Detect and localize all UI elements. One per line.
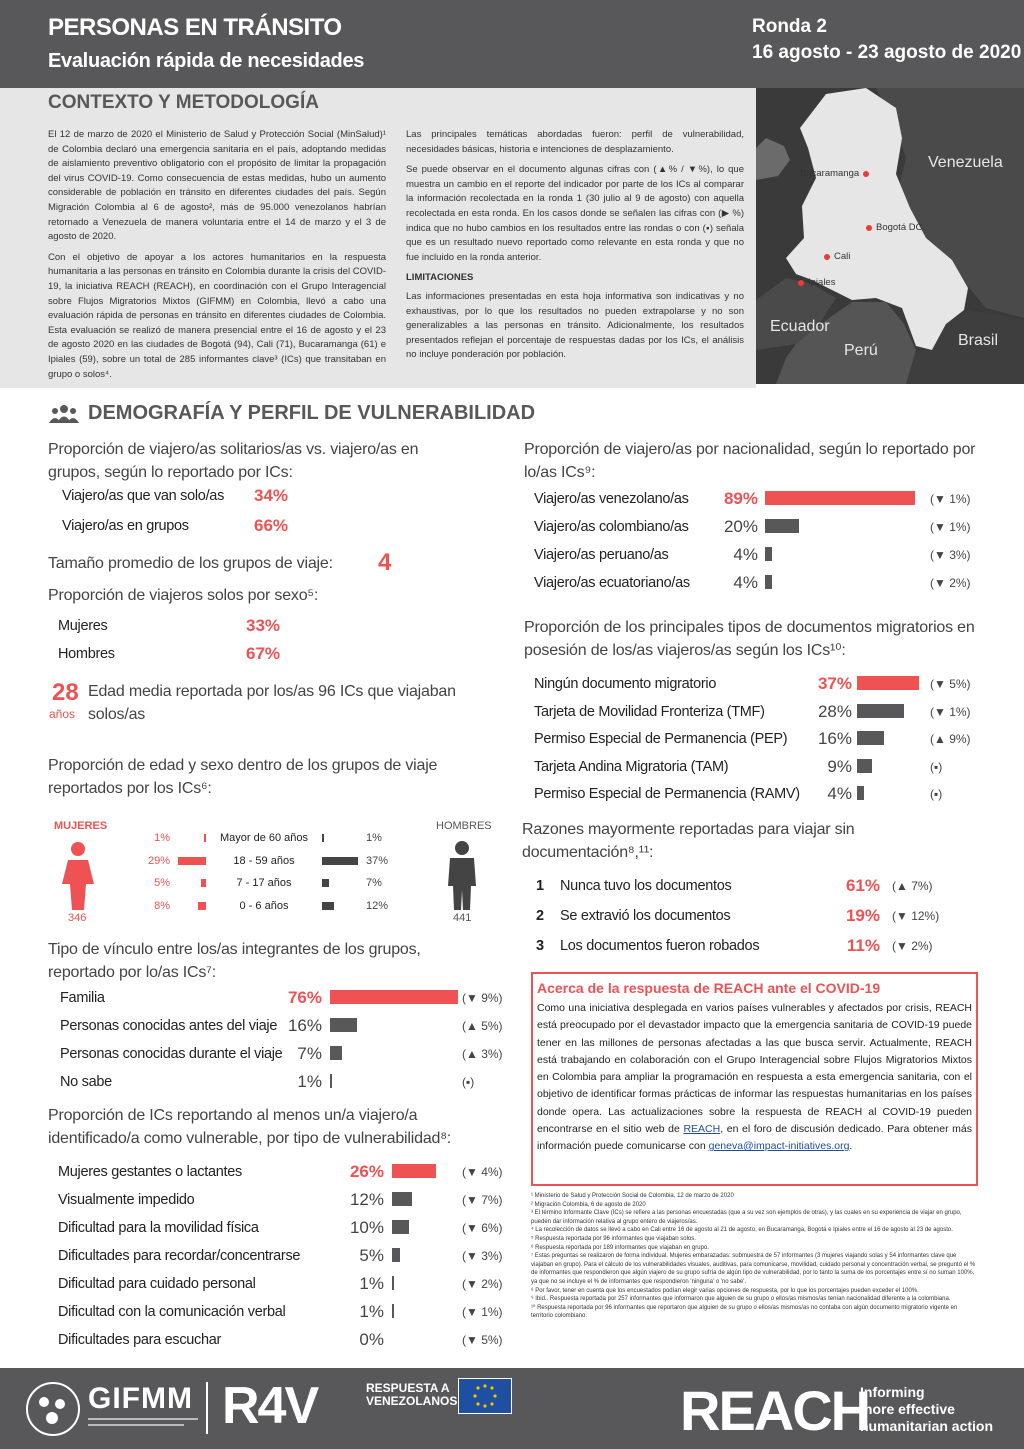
row-change: (▲ 3%) [462, 1047, 503, 1061]
row-label: Dificultades para recordar/concentrarse [58, 1248, 301, 1264]
pyramid-question: Proporción de edad y sexo dentro de los grupos de viaje reportados por los ICs⁶: [48, 757, 438, 797]
pyramid-women-value: 29% [147, 854, 170, 867]
city-marker [866, 225, 872, 231]
row-label: Personas conocidas antes del viaje [60, 1018, 278, 1034]
eu-flag-icon [458, 1378, 512, 1414]
row-bar [857, 704, 904, 718]
row-value: 12% [349, 1190, 384, 1209]
pyramid-women-bar [204, 834, 206, 842]
row-bar [330, 1018, 357, 1032]
row-value: 76% [287, 988, 322, 1007]
age-text: Edad media reportada por los/as 96 ICs que viajaban solos/as [88, 683, 456, 723]
pyramid-men-bar [322, 902, 334, 910]
section-heading [48, 402, 535, 425]
reach-box-body: Como una iniciativa desplegada en varios países vulnerables y afectados por crisis, REACH está preocupado por el devastador impacto que la emergencia sanitaria de COVID-19 puede tener en las millones de personas afectadas a las que busca servir. Actualmente, REACH está trabajando en colaboración con el Grupo Interagencial sobre Flujos Migratorios Mixtos en Colombia para ampliar la programación en respuesta a esta emergencia sanitaria, con el objetivo de identificar formas prácticas de informar las respuestas humanitarias en los países donde opera. Las actualizaciones sobre la respuesta de REACH al COVID-19 pueden encontrarse en el sitio web de [537, 1002, 972, 1136]
row-label: Visualmente impedido [58, 1192, 195, 1208]
document-question: Proporción de los principales tipos de documentos migratorios en posesión de los/as viajeros/as según los ICs¹⁰: [524, 619, 975, 659]
row-change: (▼ 1%) [930, 492, 971, 506]
footnote: ¹ Ministerio de Salud y Protección Social de Colombia, 12 de marzo de 2020 [531, 1193, 734, 1199]
sex-label: Hombres [58, 646, 115, 662]
context-paragraph: Con el objetivo de apoyar a los actores humanitarios en la respuesta humanitaria a las personas en tránsito en Colombia durante la crisis del COVID-19, la iniciativa REACH (REACH), en coordinación con el Grupo Interagencial sobre Flujos Migratorios Mixtos (GIFMM) en Colombia, llevó a cabo una evaluación rápida de personas en tránsito en diferentes ciudades de Colombia. Esta evaluación se realizó de manera presencial entre el 16 de agosto y el 23 de agosto 2020 en las ciudades de Bogotá (94), Cali (71), Bucaramanga (61) e Ipiales (59), sobre un total de 285 informantes clave³ (ICs) que transitaban en grupo o solos⁴. [48, 251, 386, 380]
reach-link[interactable]: REACH [683, 1123, 721, 1136]
row-bar [392, 1248, 400, 1262]
colombia-map [756, 88, 1024, 384]
row-bar [392, 1220, 409, 1234]
section-heading-text: DEMOGRAFÍA Y PERFIL DE VULNERABILIDAD [88, 402, 536, 424]
row-change: (▼ 5%) [462, 1333, 503, 1347]
city-label: Cali [834, 251, 851, 262]
solo-label: Viajero/as en grupos [62, 518, 189, 534]
men-total: 441 [453, 912, 472, 924]
reach-logo: REACH [680, 1379, 870, 1442]
reason-change: (▲ 7%) [892, 879, 933, 893]
map-country-label: Brasil [958, 332, 999, 349]
age-value: 28 [52, 679, 79, 706]
tagline-line: humanitarian action [860, 1418, 994, 1434]
row-change: (▼ 3%) [930, 548, 971, 562]
row-label: Viajero/as venezolano/as [534, 491, 689, 507]
r4v-text-line: RESPUESTA A [366, 1381, 450, 1395]
row-value: 1% [359, 1274, 384, 1293]
row-label: Dificultad con la comunicación verbal [58, 1304, 286, 1320]
row-change: (▼ 2%) [462, 1277, 503, 1291]
reason-number: 1 [536, 878, 544, 894]
row-label: Permiso Especial de Permanencia (RAMV) [534, 786, 800, 802]
tagline-line: more effective [860, 1401, 955, 1417]
email-link[interactable]: geneva@impact-initiatives.org [708, 1140, 850, 1153]
footnote: ⁸ Por favor, tener en cuenta que los encuestados podían elegir varias opciones de respuesta, por lo que los porcentajes pueden exceder el 100%. [531, 1287, 919, 1294]
footnote: ⁵ Respuesta reportada por 96 informantes que viajaban solos. [531, 1235, 696, 1242]
row-bar [392, 1304, 394, 1318]
row-change: (▼ 2%) [930, 576, 971, 590]
row-bar [765, 491, 915, 505]
row-label: Personas conocidas durante el viaje [60, 1046, 283, 1062]
reason-label: Nunca tuvo los documentos [560, 878, 732, 894]
tagline-line: Informing [860, 1384, 925, 1400]
reason-change: (▼ 12%) [892, 909, 940, 923]
row-label: Ningún documento migratorio [534, 676, 717, 692]
sex-question: Proporción de viajeros solos por sexo⁵: [48, 587, 319, 604]
group-size-label: Tamaño promedio de los grupos de viaje: [48, 555, 333, 572]
row-value: 4% [733, 573, 758, 592]
pyramid-age-label: 18 - 59 años [233, 854, 295, 867]
map-city-bucaramanga [800, 168, 869, 179]
row-label: Permiso Especial de Permanencia (PEP) [534, 731, 788, 747]
row-bar [765, 519, 799, 533]
row-change: (▪) [930, 787, 943, 801]
pyramid-women-bar [201, 879, 206, 887]
row-change: (▼ 1%) [930, 704, 971, 719]
pyramid-age-label: 0 - 6 años [239, 899, 289, 912]
reason-label: Los documentos fueron robados [560, 938, 760, 954]
row-label: Tarjeta Andina Migratoria (TAM) [534, 758, 729, 775]
row-bar [857, 786, 864, 800]
round-label: Ronda 2 [752, 16, 827, 37]
reach-tagline [860, 1384, 993, 1435]
page-footer [0, 1368, 1024, 1449]
limitations-title: LIMITACIONES [406, 272, 474, 284]
reach-covid-box [531, 972, 978, 1186]
row-value: 7% [297, 1044, 322, 1063]
map-country-label: Perú [844, 342, 878, 359]
map-city-ipiales [798, 277, 835, 288]
pyramid-men-bar [322, 857, 358, 865]
context-paragraph: El 12 de marzo de 2020 el Ministerio de Salud y Protección Social (MinSalud)¹ de Colombia declaró una emergencia sanitaria en el país, adoptando medidas de aislamiento preventivo obligatorio con el propósito de limitar la propagación del virus COVID-19. Como consecuencia de estas medidas, hubo un aumento considerable de población en tránsito en diferentes ciudades del país. Según Migración Colombia al 6 de agosto², más de 95.000 venezolanos habrían retornado a Venezuela de manera voluntaria entre el 14 de marzo y el 3 de agosto de 2020. [48, 129, 386, 243]
gifmm-logo: GIFMM [88, 1382, 193, 1415]
footnote: ¹⁰ Respuesta reportada por 96 informantes que reportaron que alguien de su grupo o ellos/as mismos/as no contaba con algún documento migratorio vigente en territorio colombiano. [531, 1304, 958, 1320]
row-change: (▪) [462, 1075, 475, 1089]
footer-divider [206, 1382, 208, 1434]
pyramid-women-bar [178, 857, 206, 865]
pyramid-women-bar [198, 902, 206, 910]
gifmm-line [88, 1424, 184, 1426]
footnote: ⁴ La recolección de datos se llevó a cabo en Cali entre 16 de agosto al 21 de agosto, en Bucaramanga, Bogotá e Ipiales entre el 16 de agosto al 23 de agosto. [531, 1227, 953, 1234]
row-value: 89% [723, 489, 758, 508]
row-value: 10% [349, 1218, 384, 1237]
pyramid-men-bar [322, 834, 324, 842]
reason-value: 19% [845, 906, 880, 925]
row-value: 16% [287, 1016, 322, 1035]
row-change: (▪) [930, 759, 943, 774]
context-paragraph: Se puede observar en el documento algunas cifras con (▲% / ▼%), lo que muestra un cambio en el reporte del indicador por parte de los ICs al comparar la información recolectada en la ronda 1 (30 julio al 9 de agosto) con aquella recolectada en esta ronda. En los casos donde se señalen las cifras con (▶ %) indica que no hubo cambios en los resultados entre las rondas o con (▪) señala que es un resultado nuevo reportado como relevante en esta ronda y que no fue incluido en la ronda anterior. [406, 164, 744, 263]
page-title: PERSONAS EN TRÁNSITO [48, 14, 342, 41]
row-bar [392, 1192, 412, 1206]
people-icon [48, 404, 80, 424]
context-paragraph: Las informaciones presentadas en esta hoja informativa son indicativas y no exhaustivas, por lo que los resultados no pueden extrapolarse y no son generalizables a las personas en tránsito. Adicionalmente, los resultados presentados reflejan el porcentaje de respuestas dadas por los ICs, el análisis no incluye ponderación por población. [406, 290, 744, 361]
pyramid-men-value: 7% [366, 877, 382, 889]
row-bar [765, 575, 772, 589]
row-change: (▲ 9%) [930, 732, 971, 746]
context-paragraph: Las principales temáticas abordadas fueron: perfil de vulnerabilidad, necesidades básicas, historia e intenciones de desplazamiento. [406, 129, 744, 155]
row-bar [857, 676, 919, 690]
solo-label: Viajero/as que van solo/as [62, 488, 225, 504]
context-column-2 [406, 128, 744, 369]
row-label: Dificultades para escuchar [58, 1332, 222, 1348]
row-value: 1% [359, 1302, 384, 1321]
reach-box-title: Acerca de la respuesta de REACH ante el COVID-19 [537, 980, 881, 996]
row-value: 1% [297, 1072, 322, 1091]
row-change: (▼ 6%) [462, 1221, 503, 1235]
age-unit: años [49, 707, 76, 721]
row-change: (▼ 1%) [462, 1305, 503, 1319]
pyramid-age-label: Mayor de 60 años [219, 832, 309, 844]
city-marker [824, 254, 830, 260]
city-marker [798, 280, 804, 286]
solo-value: 66% [254, 516, 289, 535]
footnote: ⁹ Ibid.. Respuesta reportada por 257 informantes que informaron que alguien de su grupo o ellos/as mismos/as tenían nacionalidad diferente a la colombiana. [531, 1296, 951, 1303]
footnote: ⁶ Respuesta reportada por 189 informantes que viajaban en grupo. [531, 1244, 709, 1251]
row-change: (▼ 5%) [930, 677, 971, 691]
row-change: (▼ 3%) [462, 1249, 503, 1263]
row-label: Familia [60, 990, 105, 1006]
eu-stars-icon [459, 1379, 511, 1413]
sex-value: 33% [246, 616, 281, 635]
row-value: 26% [349, 1162, 384, 1181]
pyramid-age-label: 7 - 17 años [236, 877, 292, 889]
row-bar [857, 731, 884, 745]
woman-icon [58, 840, 98, 910]
pyramid-men-bar [322, 879, 329, 887]
context-heading: CONTEXTO Y METODOLOGÍA [48, 92, 319, 113]
footnote: ² Migración Colombia, 6 de agosto de 2020 [531, 1201, 646, 1208]
row-change: (▼ 7%) [462, 1193, 503, 1207]
women-label: MUJERES [54, 820, 108, 832]
row-value: 4% [827, 784, 852, 803]
city-label: Bucaramanga [800, 168, 860, 179]
reason-change: (▼ 2%) [892, 939, 933, 953]
sex-value: 67% [246, 644, 281, 663]
pyramid-men-value: 1% [366, 832, 382, 844]
map-country-label: Ecuador [770, 318, 830, 335]
row-label: Mujeres gestantes o lactantes [58, 1164, 242, 1180]
footnotes [531, 1192, 978, 1321]
city-label: Bogotá DC. [876, 222, 926, 233]
row-value: 5% [359, 1246, 384, 1265]
nationality-question: Proporción de viajero/as por nacionalidad, según lo reportado por lo/as ICs⁹: [524, 441, 976, 481]
row-bar [330, 1046, 342, 1060]
reason-question: Razones mayormente reportadas para viajar sin documentación⁸,¹¹: [522, 821, 855, 861]
row-value: 9% [827, 756, 852, 776]
group-size-value: 4 [378, 549, 392, 576]
pyramid-men-value: 37% [366, 854, 389, 867]
dates-label: 16 agosto - 23 agosto de 2020 [752, 42, 1022, 63]
row-value: 37% [817, 674, 852, 693]
row-value: 16% [817, 729, 852, 748]
city-marker [863, 171, 869, 177]
gifmm-line [88, 1418, 198, 1420]
row-value: 4% [733, 545, 758, 564]
page-subtitle: Evaluación rápida de necesidades [48, 50, 365, 72]
footnote: ³ El término Informante Clave (ICs) se refiere a las personas encuestadas (que a su vez son ejemplos de otras), y las cuales en su experiencia de viajar en grupo, pueden dar información relativa al grupo entero de viajeros/as. [531, 1210, 962, 1225]
row-label: Viajero/as peruano/as [534, 547, 669, 563]
city-label: Ipiales [808, 277, 836, 288]
man-icon [444, 840, 480, 910]
row-label: Viajero/as ecuatoriano/as [534, 575, 690, 591]
reason-number: 2 [536, 908, 544, 924]
reach-box-text [533, 1000, 976, 1156]
gifmm-logo-icon [22, 1380, 84, 1438]
row-change: (▼ 4%) [462, 1165, 503, 1179]
r4v-logo: R4V [222, 1377, 318, 1435]
row-bar [857, 759, 872, 773]
row-change: (▼ 1%) [930, 520, 971, 534]
row-value: 20% [723, 517, 758, 536]
row-label: Tarjeta de Movilidad Fronteriza (TMF) [534, 703, 765, 720]
women-total: 346 [68, 912, 87, 924]
row-label: No sabe [60, 1074, 112, 1090]
row-bar [392, 1276, 394, 1290]
map-city-bogota [866, 222, 925, 233]
map-country-label: Venezuela [928, 154, 1003, 171]
row-label: Dificultad para cuidado personal [58, 1276, 256, 1292]
men-label: HOMBRES [436, 820, 492, 832]
row-change: (▼ 9%) [462, 991, 503, 1005]
row-bar [330, 1074, 332, 1088]
pyramid-women-value: 8% [154, 899, 170, 912]
row-label: Dificultad para la movilidad física [58, 1220, 259, 1236]
reach-box-body: . [849, 1140, 853, 1153]
reach-box-body: , en el foro de discusión dedicado. Para obtener más información puede comunicarse con [537, 1123, 972, 1153]
reason-value: 11% [846, 936, 880, 955]
footnote: ⁷ Estas preguntas se realizaron de forma individual. Mujeres embarazadas: submuestra de 57 informantes (3 mujeres viajando solas y 54 informantes clave que viajaban en grupo). Para el cálculo de los vulnerabilidades visuales, auditivas, para comunicarse, movilidad, cuidado personal y concentración verbal, se preguntó el % de informantes que respondieron que algún viajero de su grupo sufría de algún tipo de vulnerabilidad, por lo tanto la suma de los porcentajes entre sí no suman 100%, ya que no se incluye el % de informantes que respondieron 'ninguna' o 'no sabe'. [531, 1253, 976, 1285]
row-value: 0% [359, 1330, 384, 1349]
sex-label: Mujeres [58, 618, 108, 634]
row-bar [765, 547, 772, 561]
reason-number: 3 [536, 938, 544, 954]
vulnerability-question: Proporción de ICs reportando al menos un/a viajero/a identificado/a como vulnerable, por tipo de vulnerabilidad⁸: [48, 1107, 452, 1147]
pyramid-women-value: 5% [154, 877, 170, 889]
row-bar [392, 1164, 436, 1178]
r4v-text [366, 1382, 457, 1408]
solo-value: 34% [254, 486, 289, 505]
map-city-cali [824, 251, 850, 262]
context-column-1 [48, 128, 386, 388]
r4v-text-line: VENEZOLANOS [366, 1394, 458, 1408]
reason-value: 61% [845, 876, 880, 895]
reason-label: Se extravió los documentos [560, 908, 731, 924]
row-change: (▲ 5%) [462, 1019, 503, 1033]
row-bar [330, 990, 458, 1004]
pyramid-men-value: 12% [366, 899, 389, 912]
row-label: Viajero/as colombiano/as [534, 519, 689, 535]
row-value: 28% [817, 701, 852, 721]
link-question: Tipo de vínculo entre los/as integrantes de los grupos, reportado por lo/as ICs⁷: [48, 941, 421, 981]
pyramid-women-value: 1% [154, 832, 170, 844]
solo-question: Proporción de viajero/as solitarios/as vs. viajero/as en grupos, según lo reportado por ICs: [48, 441, 419, 481]
